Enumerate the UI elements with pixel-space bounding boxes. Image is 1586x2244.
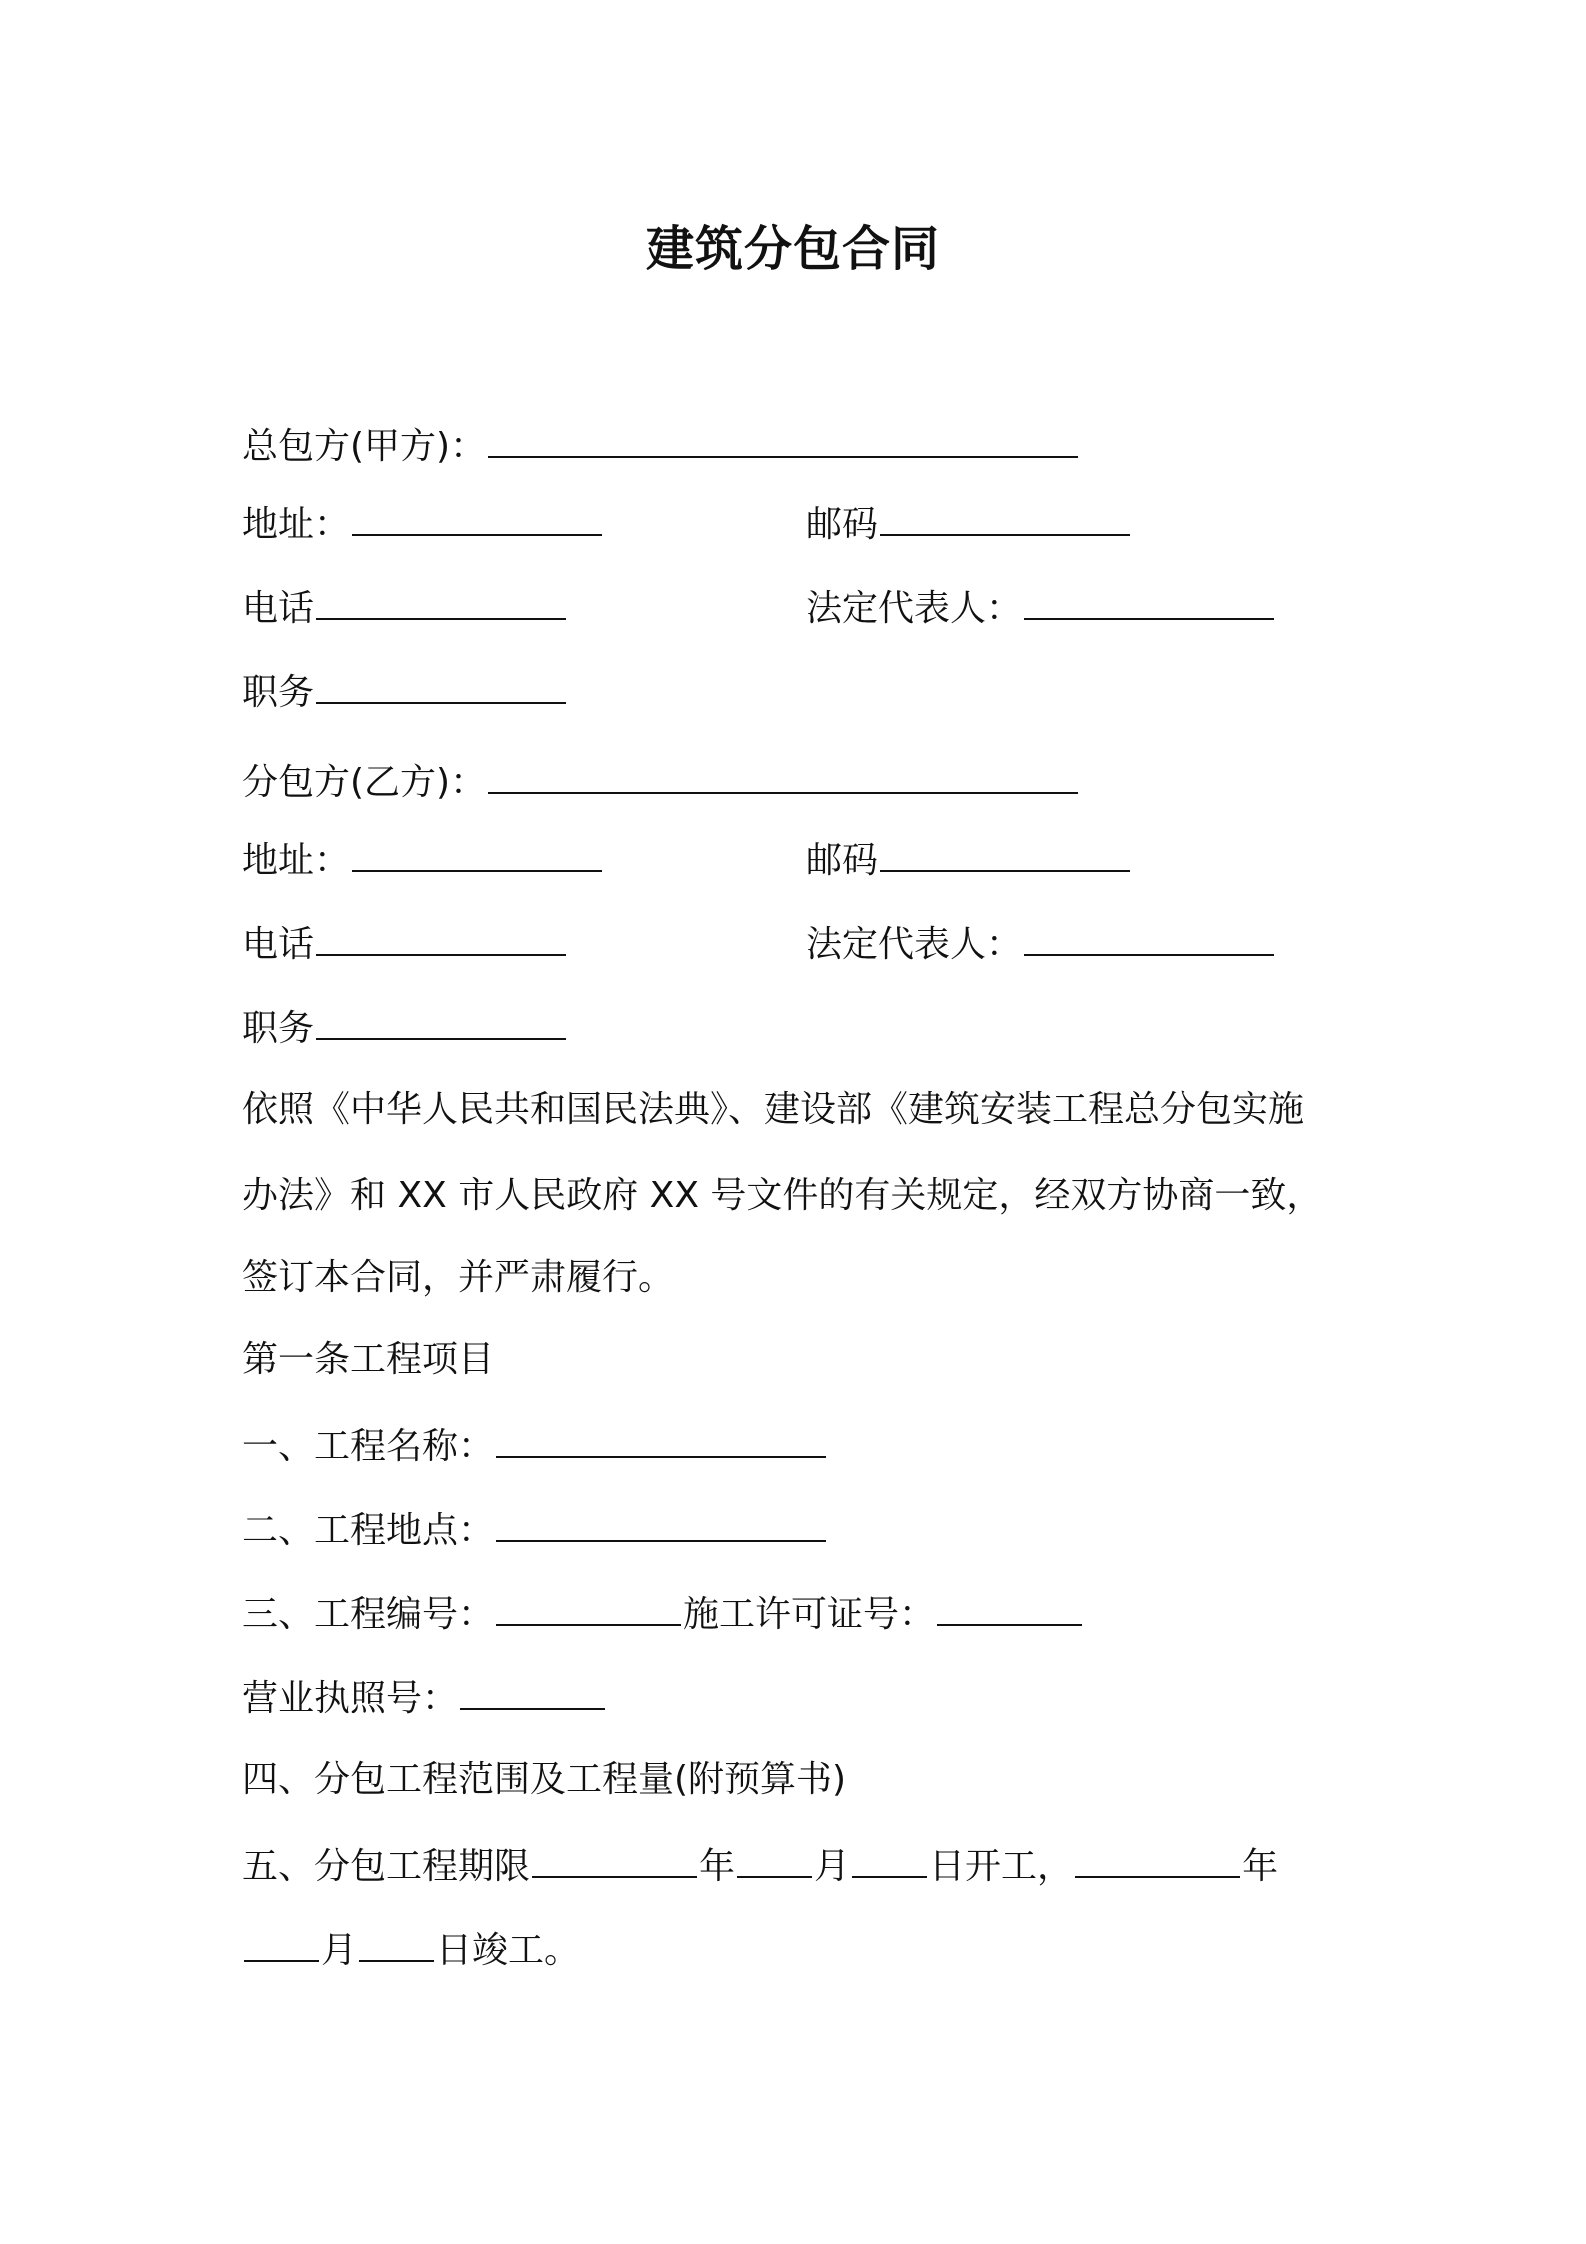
start-month-blank xyxy=(737,1840,812,1878)
party-a-phone-blank xyxy=(316,582,566,620)
party-a-position-label: 职务 xyxy=(242,672,315,713)
party-b-phone-blank xyxy=(316,918,566,956)
period-row-2 xyxy=(242,1924,580,1975)
preamble-line-1: 依照《中华人民共和国民法典》、建设部《建筑安装工程总分包实施 xyxy=(242,1089,1305,1130)
party-b-postcode-label: 邮码 xyxy=(806,840,879,881)
business-license-blank xyxy=(460,1672,605,1710)
party-a-address-label: 地址： xyxy=(242,504,351,545)
party-b-postcode-row xyxy=(806,834,1132,885)
article-1-heading: 第一条工程项目 xyxy=(242,1339,495,1380)
party-a-legal-rep-row xyxy=(806,582,1276,633)
start-year-blank xyxy=(532,1840,697,1878)
end-year-unit: 年 xyxy=(1242,1846,1279,1887)
party-b-legal-rep-blank xyxy=(1024,918,1274,956)
party-b-position-label: 职务 xyxy=(242,1008,315,1049)
party-a-address-row xyxy=(242,498,604,549)
party-b-legal-rep-row xyxy=(806,918,1276,969)
party-b-phone-row xyxy=(242,918,568,969)
project-location-row xyxy=(242,1504,828,1555)
party-b-position-row xyxy=(242,1002,568,1053)
start-day-blank xyxy=(852,1840,927,1878)
party-a-phone-row xyxy=(242,582,568,633)
project-number-blank xyxy=(496,1588,681,1626)
start-day-unit: 日开工， xyxy=(929,1846,1074,1887)
preamble-line-3: 签订本合同，并严肃履行。 xyxy=(242,1257,675,1298)
end-month-blank xyxy=(244,1924,319,1962)
project-number-label: 三、工程编号： xyxy=(242,1594,495,1635)
document-title: 建筑分包合同 xyxy=(645,221,940,277)
party-a-position-blank xyxy=(316,666,566,704)
business-license-row xyxy=(242,1672,607,1723)
project-name-label: 一、工程名称： xyxy=(242,1426,495,1467)
party-b-row xyxy=(242,756,1080,807)
party-a-phone-label: 电话 xyxy=(242,588,315,629)
party-b-legal-rep-label: 法定代表人： xyxy=(806,924,1023,965)
party-b-postcode-blank xyxy=(880,834,1130,872)
party-b-position-blank xyxy=(316,1002,566,1040)
scope-item: 四、分包工程范围及工程量(附预算书) xyxy=(242,1759,847,1800)
permit-blank xyxy=(937,1588,1082,1626)
party-a-address-blank xyxy=(352,498,602,536)
period-row-1 xyxy=(242,1840,1278,1891)
party-b-label: 分包方(乙方)： xyxy=(242,762,487,803)
party-a-blank xyxy=(488,420,1078,458)
party-a-legal-rep-blank xyxy=(1024,582,1274,620)
project-location-blank xyxy=(496,1504,826,1542)
permit-label: 施工许可证号： xyxy=(683,1594,936,1635)
party-b-address-row xyxy=(242,834,604,885)
party-a-position-row xyxy=(242,666,568,717)
business-license-label: 营业执照号： xyxy=(242,1678,459,1719)
party-a-postcode-row xyxy=(806,498,1132,549)
project-name-row xyxy=(242,1420,828,1471)
end-month-unit: 月 xyxy=(321,1930,358,1971)
party-b-phone-label: 电话 xyxy=(242,924,315,965)
party-a-legal-rep-label: 法定代表人： xyxy=(806,588,1023,629)
start-month-unit: 月 xyxy=(814,1846,851,1887)
party-b-address-label: 地址： xyxy=(242,840,351,881)
party-a-postcode-label: 邮码 xyxy=(806,504,879,545)
project-location-label: 二、工程地点： xyxy=(242,1510,495,1551)
party-b-blank xyxy=(488,756,1078,794)
start-year-unit: 年 xyxy=(699,1846,736,1887)
end-day-unit: 日竣工。 xyxy=(436,1930,581,1971)
preamble-line-2: 办法》和 XX 市人民政府 XX 号文件的有关规定，经双方协商一致， xyxy=(242,1175,1323,1216)
party-a-postcode-blank xyxy=(880,498,1130,536)
project-name-blank xyxy=(496,1420,826,1458)
party-a-row xyxy=(242,420,1080,471)
party-b-address-blank xyxy=(352,834,602,872)
project-number-row xyxy=(242,1588,1084,1639)
end-year-blank xyxy=(1075,1840,1240,1878)
end-day-blank xyxy=(359,1924,434,1962)
party-a-label: 总包方(甲方)： xyxy=(242,426,487,467)
period-label: 五、分包工程期限 xyxy=(242,1846,531,1887)
